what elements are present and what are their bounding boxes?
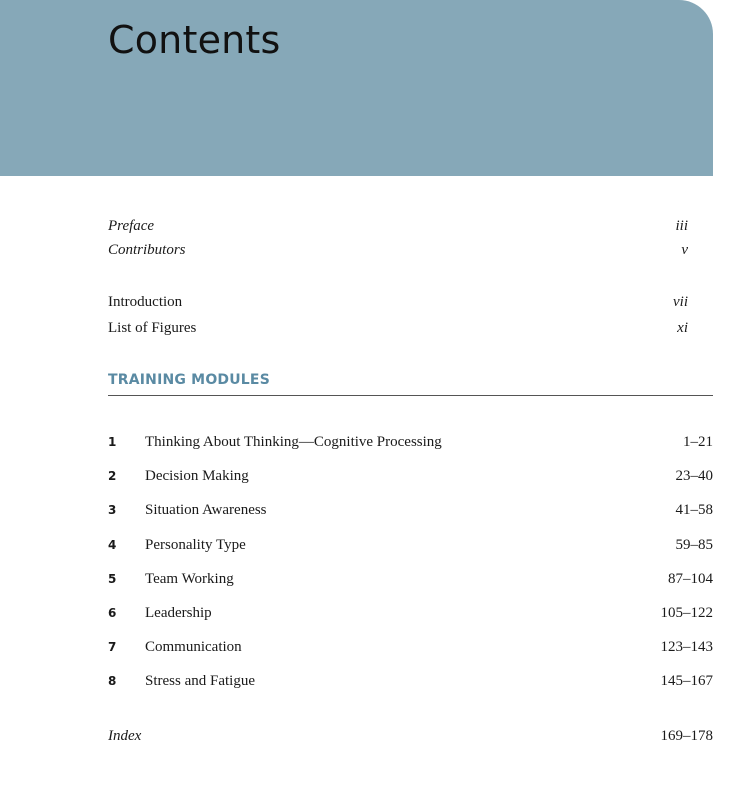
toc-entry-label: List of Figures	[108, 320, 197, 336]
toc-entry-label: Introduction	[108, 294, 183, 310]
module-entry[interactable]	[108, 670, 713, 692]
section-divider	[108, 395, 713, 396]
module-pages: 105–122	[660, 605, 713, 621]
module-number: 5	[108, 572, 117, 586]
module-pages: 59–85	[675, 537, 713, 553]
header-band	[0, 0, 713, 176]
module-entry[interactable]	[108, 499, 713, 521]
module-entry[interactable]	[108, 534, 713, 556]
module-title: Personality Type	[145, 537, 246, 553]
module-pages: 41–58	[675, 502, 713, 518]
module-entry[interactable]	[108, 465, 713, 487]
module-number: 8	[108, 674, 117, 688]
module-title: Decision Making	[145, 468, 249, 484]
module-number: 3	[108, 503, 117, 517]
index-pages: 169–178	[660, 728, 713, 744]
toc-entry-page: vii	[673, 294, 688, 310]
module-pages: 1–21	[683, 434, 713, 450]
toc-entry-list-of-figures[interactable]	[108, 317, 688, 339]
module-entry[interactable]	[108, 602, 713, 624]
toc-entry-page: iii	[675, 218, 688, 234]
page-title: Contents	[108, 18, 281, 62]
toc-entry-preface[interactable]	[108, 215, 688, 237]
module-title: Communication	[145, 639, 242, 655]
module-pages: 145–167	[660, 673, 713, 689]
module-title: Situation Awareness	[145, 502, 267, 518]
toc-entry-label: Preface	[108, 218, 155, 234]
toc-entry-contributors[interactable]	[108, 239, 688, 261]
section-heading: TRAINING MODULES	[108, 372, 270, 388]
toc-entry-index[interactable]	[108, 725, 713, 747]
module-number: 2	[108, 469, 117, 483]
toc-entry-introduction[interactable]	[108, 291, 688, 313]
module-number: 7	[108, 640, 117, 654]
module-entry[interactable]	[108, 431, 713, 453]
module-entry[interactable]	[108, 568, 713, 590]
module-title: Stress and Fatigue	[145, 673, 255, 689]
module-title: Leadership	[145, 605, 212, 621]
index-label: Index	[108, 728, 142, 744]
toc-entry-page: xi	[677, 320, 688, 336]
toc-entry-page: v	[681, 242, 688, 258]
module-pages: 123–143	[660, 639, 713, 655]
toc-entry-label: Contributors	[108, 242, 186, 258]
module-pages: 87–104	[668, 571, 713, 587]
module-entry[interactable]	[108, 636, 713, 658]
module-title: Team Working	[145, 571, 234, 587]
module-title: Thinking About Thinking—Cognitive Processing	[145, 434, 442, 450]
module-number: 4	[108, 538, 117, 552]
module-pages: 23–40	[675, 468, 713, 484]
module-number: 6	[108, 606, 117, 620]
module-number: 1	[108, 435, 117, 449]
